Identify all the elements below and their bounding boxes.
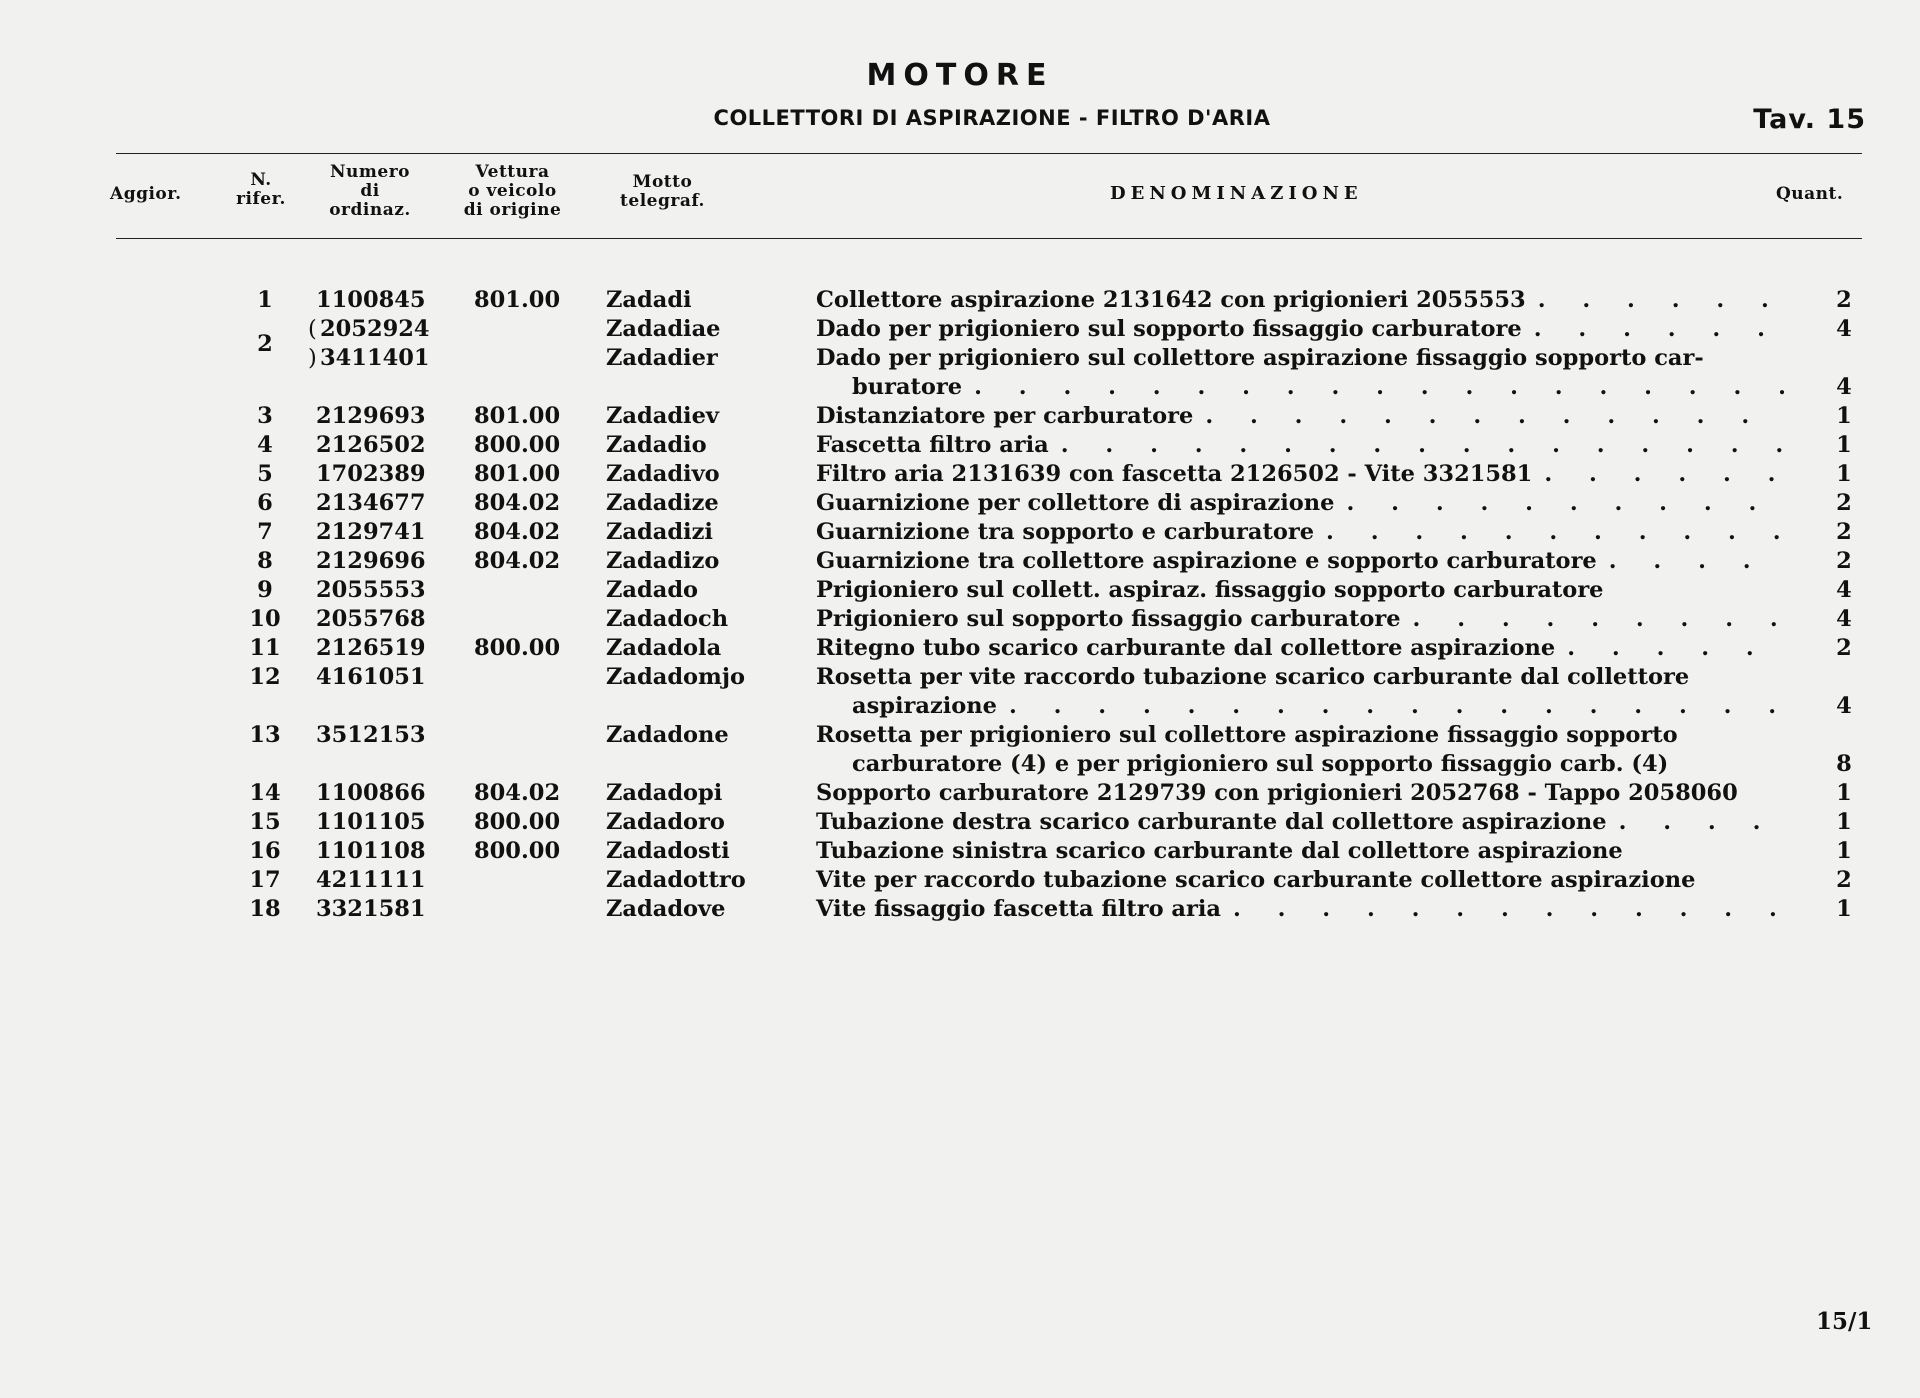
description <box>816 315 1784 402</box>
leader-dots <box>1009 692 1784 721</box>
telegraph-code-value: Zadadizo <box>606 548 720 574</box>
column-header-nrif <box>226 171 296 209</box>
description <box>816 663 1784 721</box>
column-header-nrif-line: N. <box>250 170 272 190</box>
table-row <box>0 315 1920 402</box>
order-number-value: 1101108 <box>316 838 426 864</box>
quantity: 2 <box>1836 490 1852 516</box>
description-line <box>816 721 1784 750</box>
origin-vehicle: 800.00 <box>474 809 561 835</box>
description <box>816 837 1784 866</box>
leader-dots <box>1346 489 1784 518</box>
telegraph-code-value: Zadadone <box>606 722 729 748</box>
column-header-numero-line: ordinaz. <box>329 200 411 220</box>
ref-number: 11 <box>249 635 281 661</box>
ref-number: 4 <box>257 432 273 458</box>
column-header-nrif-line: rifer. <box>236 189 286 209</box>
order-number <box>308 315 430 373</box>
quantity-value <box>1830 344 1858 373</box>
column-header-vettura <box>445 163 580 220</box>
order-number-value: 2129696 <box>316 548 426 574</box>
description-text: Guarnizione per collettore di aspirazione <box>816 490 1335 516</box>
origin-vehicle: 801.00 <box>474 403 561 429</box>
leader-dots <box>1205 402 1784 431</box>
description <box>816 518 1784 547</box>
description-line <box>816 750 1784 779</box>
origin-vehicle: 800.00 <box>474 432 561 458</box>
description-text: Collettore aspirazione 2131642 con prigionieri 2055553 <box>816 287 1526 313</box>
telegraph-code <box>606 460 720 489</box>
description-text: Guarnizione tra collettore aspirazione e sopporto carburatore <box>816 548 1597 574</box>
description-text: Prigioniero sul sopporto fissaggio carburatore <box>816 606 1401 632</box>
column-header-numero <box>315 163 425 220</box>
leader-dots <box>1233 895 1784 924</box>
telegraph-code-value: Zadadosti <box>606 838 730 864</box>
table-row <box>0 576 1920 605</box>
description-line <box>816 460 1784 489</box>
order-number-value: 2134677 <box>316 490 426 516</box>
table-row <box>0 808 1920 837</box>
description-text: Prigioniero sul collett. aspiraz. fissaggio sopporto carburatore <box>816 577 1604 603</box>
description-text: Vite fissaggio fascetta filtro aria <box>816 896 1221 922</box>
parts-table <box>0 286 1920 924</box>
description <box>816 547 1784 576</box>
ref-number: 10 <box>249 606 281 632</box>
telegraph-code-value: Zadadove <box>606 896 726 922</box>
description-line <box>816 373 1784 402</box>
quantity: 2 <box>1836 287 1852 313</box>
table-row <box>0 489 1920 518</box>
origin-vehicle: 800.00 <box>474 838 561 864</box>
quantity: 4 <box>1836 577 1852 603</box>
description-line <box>816 315 1784 344</box>
order-number <box>316 808 426 837</box>
telegraph-code-value: Zadadier <box>606 345 718 371</box>
leader-dots <box>1544 460 1784 489</box>
table-row <box>0 721 1920 779</box>
telegraph-code <box>606 431 707 460</box>
column-header-denominazione: DENOMINAZIONE <box>1110 183 1363 204</box>
description <box>816 402 1784 431</box>
description-line <box>816 895 1784 924</box>
description <box>816 866 1784 895</box>
description-text: Rosetta per prigioniero sul collettore aspirazione fissaggio sopporto <box>816 722 1678 748</box>
telegraph-code <box>606 402 719 431</box>
description <box>816 431 1784 460</box>
description-text: Filtro aria 2131639 con fascetta 2126502 - Vite 3321581 <box>816 461 1533 487</box>
description <box>816 779 1784 808</box>
quantity-value: 4 <box>1836 316 1852 342</box>
order-number-value: 1101105 <box>316 809 426 835</box>
order-number-value: 4161051 <box>316 664 426 690</box>
table-row <box>0 837 1920 866</box>
order-number-value: 2055553 <box>316 577 426 603</box>
description-line <box>816 431 1784 460</box>
ref-number: 14 <box>249 780 281 806</box>
description-line <box>816 489 1784 518</box>
description-line <box>816 779 1784 808</box>
order-number-value: 2126502 <box>316 432 426 458</box>
ref-number: 1 <box>257 287 273 313</box>
order-number-value: 2129741 <box>316 519 426 545</box>
description-text: Distanziatore per carburatore <box>816 403 1194 429</box>
quantity: 1 <box>1836 403 1852 429</box>
column-header-quant: Quant. <box>1776 184 1844 204</box>
telegraph-code-value: Zadadize <box>606 490 719 516</box>
telegraph-code <box>606 837 730 866</box>
description-line <box>816 518 1784 547</box>
order-number-text: 2052924 <box>320 316 430 342</box>
telegraph-code-value: Zadadiae <box>606 316 721 342</box>
ref-number: 18 <box>249 896 281 922</box>
table-row <box>0 431 1920 460</box>
order-number-value: 1100845 <box>316 287 426 313</box>
quantity: 8 <box>1836 751 1852 777</box>
column-header-numero-line: di <box>360 181 380 201</box>
order-number <box>316 837 426 866</box>
description-text: Rosetta per vite raccordo tubazione scarico carburante dal collettore <box>816 664 1690 690</box>
ref-number: 3 <box>257 403 273 429</box>
ref-number: 6 <box>257 490 273 516</box>
origin-vehicle: 800.00 <box>474 635 561 661</box>
telegraph-code-value: Zadadoro <box>606 809 725 835</box>
description-line <box>816 547 1784 576</box>
column-header-aggior: Aggior. <box>110 184 182 204</box>
order-number-value <box>308 315 430 344</box>
quantity: 4 <box>1836 606 1852 632</box>
telegraph-code <box>606 779 722 808</box>
telegraph-code <box>606 605 728 634</box>
description <box>816 895 1784 924</box>
telegraph-code <box>606 576 698 605</box>
leader-dots <box>1413 605 1784 634</box>
origin-vehicle: 804.02 <box>474 490 561 516</box>
order-number-value <box>308 344 430 373</box>
order-number <box>316 402 426 431</box>
column-header-vettura-line: Vettura <box>475 162 550 182</box>
origin-vehicle: 804.02 <box>474 548 561 574</box>
order-number-value: 3321581 <box>316 896 426 922</box>
description <box>816 721 1784 779</box>
quantity: 1 <box>1836 809 1852 835</box>
column-header-vettura-line: di origine <box>463 200 562 220</box>
column-header-numero-line: Numero <box>330 162 410 182</box>
quantity-value: 4 <box>1836 374 1852 400</box>
description-text: Guarnizione tra sopporto e carburatore <box>816 519 1315 545</box>
description <box>816 460 1784 489</box>
description <box>816 634 1784 663</box>
leader-dots <box>974 373 1784 402</box>
ref-number: 5 <box>257 461 273 487</box>
description-line <box>816 663 1784 692</box>
telegraph-code-value: Zadadivo <box>606 461 720 487</box>
order-number <box>316 286 426 315</box>
description-line <box>816 808 1784 837</box>
description-text: Ritegno tubo scarico carburante dal collettore aspirazione <box>816 635 1556 661</box>
description-line <box>816 866 1784 895</box>
leader-dots <box>1619 808 1784 837</box>
description-line <box>816 344 1784 373</box>
ref-number: 7 <box>257 519 273 545</box>
description-text: aspirazione <box>852 693 997 719</box>
order-number <box>316 634 426 663</box>
description <box>816 286 1784 315</box>
description-line <box>816 692 1784 721</box>
order-number <box>316 663 426 692</box>
brace-glyph: ( <box>308 316 317 342</box>
quantity <box>1830 315 1858 402</box>
leader-dots <box>1061 431 1784 460</box>
order-number <box>316 576 426 605</box>
order-number <box>316 721 426 750</box>
description-text: Tubazione destra scarico carburante dal collettore aspirazione <box>816 809 1607 835</box>
origin-vehicle: 801.00 <box>474 287 561 313</box>
table-row <box>0 605 1920 634</box>
order-number <box>316 489 426 518</box>
description-line <box>816 402 1784 431</box>
description-text: Sopporto carburatore 2129739 con prigionieri 2052768 - Tappo 2058060 <box>816 780 1738 806</box>
telegraph-code-value: Zadadomjo <box>606 664 746 690</box>
table-row <box>0 663 1920 721</box>
page-title: MOTORE <box>866 58 1054 93</box>
table-row <box>0 634 1920 663</box>
order-number-value: 4211111 <box>316 867 426 893</box>
order-number-value: 1702389 <box>316 461 426 487</box>
telegraph-code <box>606 721 729 750</box>
description <box>816 489 1784 518</box>
ref-number: 16 <box>249 838 281 864</box>
description <box>816 576 1784 605</box>
description-line <box>816 634 1784 663</box>
telegraph-code-value: Zadadizi <box>606 519 713 545</box>
ref-number: 12 <box>249 664 281 690</box>
leader-dots <box>1534 315 1784 344</box>
ref-number: 8 <box>257 548 273 574</box>
description-text: Fascetta filtro aria <box>816 432 1049 458</box>
telegraph-code <box>606 547 719 576</box>
quantity: 1 <box>1836 432 1852 458</box>
telegraph-code-value: Zadadi <box>606 287 692 313</box>
description-line <box>816 605 1784 634</box>
order-number <box>316 605 426 634</box>
column-header-motto-line: Motto <box>632 172 693 192</box>
telegraph-code-value: Zadadopi <box>606 780 723 806</box>
order-number-value: 2129693 <box>316 403 426 429</box>
order-number <box>316 431 426 460</box>
description <box>816 808 1784 837</box>
telegraph-code <box>606 315 721 373</box>
telegraph-code <box>606 518 713 547</box>
telegraph-code-value: Zadado <box>606 577 699 603</box>
description <box>816 605 1784 634</box>
ref-number: 2 <box>257 331 273 357</box>
order-number <box>316 547 426 576</box>
order-number-text: 3411401 <box>320 345 430 371</box>
telegraph-code-value: Zadadio <box>606 432 707 458</box>
header-rule-bottom <box>116 238 1862 239</box>
header-rule-top <box>116 153 1862 154</box>
plate-number: Tav. 15 <box>1753 104 1866 135</box>
order-number <box>316 866 426 895</box>
page-subtitle: COLLETTORI DI ASPIRAZIONE - FILTRO D'ARIA <box>713 106 1271 130</box>
quantity: 1 <box>1836 896 1852 922</box>
description-text: Vite per raccordo tubazione scarico carburante collettore aspirazione <box>816 867 1696 893</box>
telegraph-code <box>606 634 721 663</box>
order-number-value: 2055768 <box>316 606 426 632</box>
quantity: 2 <box>1836 519 1852 545</box>
table-row <box>0 460 1920 489</box>
quantity: 1 <box>1836 461 1852 487</box>
telegraph-code-value: Zadadoch <box>606 606 729 632</box>
order-number <box>316 779 426 808</box>
order-number <box>316 518 426 547</box>
table-row <box>0 547 1920 576</box>
table-row <box>0 866 1920 895</box>
leader-dots <box>1326 518 1784 547</box>
telegraph-code <box>606 895 725 924</box>
telegraph-code-value: Zadadottro <box>606 867 746 893</box>
origin-vehicle: 804.02 <box>474 780 561 806</box>
brace-glyph: ) <box>308 345 317 371</box>
ref-number: 15 <box>249 809 281 835</box>
description-text: Dado per prigioniero sul collettore aspirazione fissaggio sopporto car- <box>816 345 1704 371</box>
column-header-vettura-line: o veicolo <box>468 181 557 201</box>
telegraph-code <box>606 489 719 518</box>
table-row <box>0 518 1920 547</box>
leader-dots <box>1567 634 1784 663</box>
description-line <box>816 286 1784 315</box>
quantity: 1 <box>1836 780 1852 806</box>
leader-dots <box>1609 547 1784 576</box>
order-number <box>316 460 426 489</box>
description-line <box>816 576 1784 605</box>
telegraph-code-value: Zadadiev <box>606 403 719 429</box>
origin-vehicle: 804.02 <box>474 519 561 545</box>
quantity: 2 <box>1836 867 1852 893</box>
page-number: 15/1 <box>1816 1308 1873 1335</box>
table-row <box>0 779 1920 808</box>
quantity: 1 <box>1836 838 1852 864</box>
column-header-motto-line: telegraf. <box>620 191 705 211</box>
ref-number: 9 <box>257 577 273 603</box>
table-row <box>0 402 1920 431</box>
telegraph-code-value: Zadadola <box>606 635 722 661</box>
description-text: Tubazione sinistra scarico carburante dal collettore aspirazione <box>816 838 1623 864</box>
ref-number: 13 <box>249 722 281 748</box>
telegraph-code <box>606 286 692 315</box>
column-header-motto <box>600 173 725 211</box>
telegraph-code <box>606 663 745 692</box>
description-line <box>816 837 1784 866</box>
description-text: buratore <box>852 374 963 400</box>
order-number-value: 3512153 <box>316 722 426 748</box>
origin-vehicle: 801.00 <box>474 461 561 487</box>
telegraph-code <box>606 808 725 837</box>
telegraph-code <box>606 866 746 895</box>
quantity: 4 <box>1836 693 1852 719</box>
table-row <box>0 286 1920 315</box>
quantity: 2 <box>1836 548 1852 574</box>
leader-dots <box>1538 286 1784 315</box>
order-number <box>316 895 426 924</box>
order-number-value: 1100866 <box>316 780 426 806</box>
quantity: 2 <box>1836 635 1852 661</box>
ref-number: 17 <box>249 867 281 893</box>
table-row <box>0 895 1920 924</box>
description-text: Dado per prigioniero sul sopporto fissaggio carburatore <box>816 316 1522 342</box>
order-number-value: 2126519 <box>316 635 426 661</box>
description-text: carburatore (4) e per prigioniero sul sopporto fissaggio carb. (4) <box>852 751 1669 777</box>
